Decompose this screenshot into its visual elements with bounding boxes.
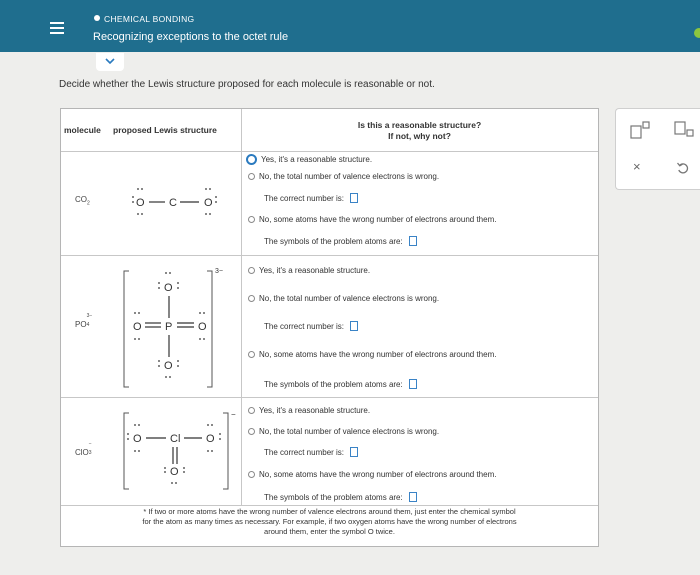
footnote: * If two or more atoms have the wrong number of valence electrons around them, just enter the chemical symbol for the atom as many times as necessary. For example, if two oxygen atoms have the wrong number of electrons around them, enter the symbol O twice. [142, 507, 517, 536]
lewis-structure-po4 [119, 259, 239, 395]
radio-icon[interactable] [248, 173, 255, 180]
category-dot-icon [94, 15, 100, 21]
svg-text:O: O [206, 433, 215, 445]
superscript-icon [630, 121, 650, 139]
lewis-structure-clo3 [119, 409, 239, 491]
header-divider [61, 151, 598, 152]
category-label: CHEMICAL BONDING [104, 14, 195, 24]
svg-text:Cl: Cl [170, 433, 181, 445]
radio-icon[interactable] [248, 428, 255, 435]
po4-problem-symbols: The symbols of the problem atoms are: [264, 379, 417, 389]
svg-text:O: O [136, 197, 145, 209]
clo3-problem-symbols: The symbols of the problem atoms are: [264, 492, 417, 502]
option-clo3-yes[interactable]: Yes, it's a reasonable structure. [248, 406, 370, 415]
superscript-tool-button[interactable] [630, 121, 650, 142]
molecule-co2: $CO_2$ [75, 195, 90, 207]
subscript-icon [674, 121, 694, 139]
option-clo3-no-total[interactable]: No, the total number of valence electrons is wrong. [248, 427, 439, 436]
radio-icon[interactable] [248, 267, 255, 274]
option-po4-no-some[interactable]: No, some atoms have the wrong number of electrons around them. [248, 350, 496, 359]
svg-text:O: O [133, 321, 142, 333]
radio-icon[interactable] [248, 471, 255, 478]
svg-text:O: O [170, 466, 179, 478]
row-divider-2 [61, 397, 598, 398]
page-title: Recognizing exceptions to the octet rule [93, 31, 289, 43]
molecule-po4: PO 3− 4 [75, 313, 93, 329]
radio-icon[interactable] [248, 295, 255, 302]
po4-symbols-input[interactable] [409, 379, 417, 389]
row-divider-1 [61, 255, 598, 256]
co2-correct-number: The correct number is: [264, 193, 358, 203]
col-header-molecule: molecule [64, 125, 101, 135]
clo3-correct-number: The correct number is: [264, 447, 358, 457]
po4-correct-number: The correct number is: [264, 321, 358, 331]
tool-panel [615, 108, 700, 190]
svg-text:3−: 3− [215, 268, 223, 275]
co2-symbols-input[interactable] [409, 236, 417, 246]
co2-problem-symbols: The symbols of the problem atoms are: [264, 236, 417, 246]
option-co2-yes[interactable]: Yes, it's a reasonable structure. [248, 154, 372, 165]
svg-text:O: O [164, 360, 173, 372]
co2-correct-number-input[interactable] [350, 193, 358, 203]
svg-text:−: − [231, 410, 236, 419]
col-header-question: Is this a reasonable structure? If not, why not? [357, 120, 482, 141]
undo-button[interactable] [676, 161, 690, 178]
close-icon: × [633, 159, 641, 174]
svg-text:O: O [164, 282, 173, 294]
footnote-divider [61, 505, 598, 506]
subscript-tool-button[interactable] [674, 121, 694, 142]
svg-text:C: C [169, 197, 177, 209]
top-header [0, 0, 700, 52]
clo3-correct-number-input[interactable] [350, 447, 358, 457]
option-clo3-no-some[interactable]: No, some atoms have the wrong number of electrons around them. [248, 470, 496, 479]
chevron-down-icon [105, 58, 115, 65]
option-po4-yes[interactable]: Yes, it's a reasonable structure. [248, 266, 370, 275]
instructions-text: Decide whether the Lewis structure proposed for each molecule is reasonable or not. [59, 79, 435, 90]
clear-button[interactable] [633, 159, 641, 174]
undo-icon [676, 161, 690, 175]
svg-text:P: P [165, 321, 173, 333]
column-divider [241, 109, 242, 505]
radio-selected-icon[interactable] [246, 154, 257, 165]
svg-text:O: O [204, 197, 213, 209]
svg-text:O: O [198, 321, 207, 333]
topic-category [94, 14, 194, 24]
svg-text:O: O [133, 433, 142, 445]
option-po4-no-total[interactable]: No, the total number of valence electrons is wrong. [248, 294, 439, 303]
progress-badge-icon [694, 28, 700, 38]
po4-correct-number-input[interactable] [350, 321, 358, 331]
option-co2-no-some[interactable]: No, some atoms have the wrong number of electrons around them. [248, 215, 496, 224]
molecule-clo3: ClO − 3 [75, 441, 92, 457]
option-co2-no-total[interactable]: No, the total number of valence electrons is wrong. [248, 172, 439, 181]
clo3-symbols-input[interactable] [409, 492, 417, 502]
radio-icon[interactable] [248, 407, 255, 414]
radio-icon[interactable] [248, 216, 255, 223]
radio-icon[interactable] [248, 351, 255, 358]
col-header-structure: proposed Lewis structure [113, 125, 217, 135]
lewis-structure-co2 [119, 179, 219, 225]
menu-icon[interactable] [50, 22, 64, 34]
question-table [60, 108, 599, 547]
collapse-tab[interactable] [96, 53, 124, 71]
